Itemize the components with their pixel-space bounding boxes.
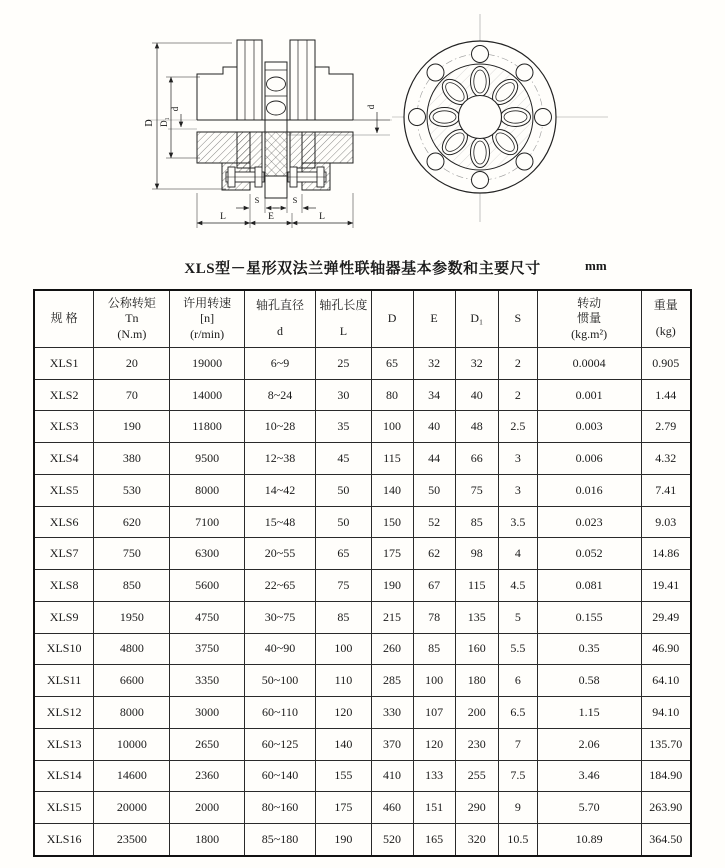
- value-cell: 80: [371, 379, 413, 411]
- value-cell: 5.5: [498, 633, 537, 665]
- value-cell: 20: [94, 348, 170, 380]
- column-header: 公称转矩 Tn (N.m): [94, 290, 170, 348]
- value-cell: 530: [94, 474, 170, 506]
- parameter-table: [33, 289, 692, 857]
- value-cell: 7: [498, 728, 537, 760]
- value-cell: 190: [94, 411, 170, 443]
- spec-cell: XLS16: [34, 824, 94, 856]
- value-cell: 140: [316, 728, 371, 760]
- value-cell: 410: [371, 760, 413, 792]
- value-cell: 0.58: [537, 665, 641, 697]
- value-cell: 0.0004: [537, 348, 641, 380]
- value-cell: 330: [371, 697, 413, 729]
- column-header: 重量 (kg): [641, 290, 691, 348]
- spec-cell: XLS14: [34, 760, 94, 792]
- value-cell: 1800: [170, 824, 244, 856]
- value-cell: 5: [498, 601, 537, 633]
- spec-cell: XLS4: [34, 443, 94, 475]
- value-cell: 7100: [170, 506, 244, 538]
- technical-drawing: [0, 0, 725, 252]
- value-cell: 290: [455, 792, 498, 824]
- value-cell: 6600: [94, 665, 170, 697]
- column-header: 许用转速 [n] (r/min): [170, 290, 244, 348]
- value-cell: 140: [371, 474, 413, 506]
- value-cell: 2.06: [537, 728, 641, 760]
- value-cell: 100: [371, 411, 413, 443]
- value-cell: 4750: [170, 601, 244, 633]
- spec-cell: XLS7: [34, 538, 94, 570]
- column-header: D: [371, 290, 413, 348]
- value-cell: 50: [316, 506, 371, 538]
- value-cell: 200: [455, 697, 498, 729]
- value-cell: 40: [413, 411, 455, 443]
- value-cell: 60~110: [244, 697, 316, 729]
- value-cell: 80~160: [244, 792, 316, 824]
- header-row: [34, 290, 691, 348]
- value-cell: 5.70: [537, 792, 641, 824]
- spec-cell: XLS15: [34, 792, 94, 824]
- spec-cell: XLS9: [34, 601, 94, 633]
- value-cell: 120: [316, 697, 371, 729]
- spec-cell: XLS5: [34, 474, 94, 506]
- value-cell: 67: [413, 570, 455, 602]
- value-cell: 6.5: [498, 697, 537, 729]
- column-header: S: [498, 290, 537, 348]
- value-cell: 190: [371, 570, 413, 602]
- column-header: 轴孔长度 L: [316, 290, 371, 348]
- value-cell: 85: [316, 601, 371, 633]
- value-cell: 9: [498, 792, 537, 824]
- column-header: E: [413, 290, 455, 348]
- value-cell: 75: [455, 474, 498, 506]
- front-section-view: [148, 40, 392, 198]
- spec-cell: XLS11: [34, 665, 94, 697]
- value-cell: 65: [371, 348, 413, 380]
- value-cell: 133: [413, 760, 455, 792]
- value-cell: 175: [316, 792, 371, 824]
- value-cell: 255: [455, 760, 498, 792]
- value-cell: 19000: [170, 348, 244, 380]
- value-cell: 100: [413, 665, 455, 697]
- value-cell: 115: [455, 570, 498, 602]
- value-cell: 285: [371, 665, 413, 697]
- value-cell: 0.016: [537, 474, 641, 506]
- value-cell: 135.70: [641, 728, 691, 760]
- value-cell: 75: [316, 570, 371, 602]
- value-cell: 1.44: [641, 379, 691, 411]
- value-cell: 0.006: [537, 443, 641, 475]
- column-header: D₁: [455, 290, 498, 348]
- value-cell: 107: [413, 697, 455, 729]
- value-cell: 14600: [94, 760, 170, 792]
- value-cell: 40~90: [244, 633, 316, 665]
- value-cell: 19.41: [641, 570, 691, 602]
- value-cell: 30: [316, 379, 371, 411]
- value-cell: 4.32: [641, 443, 691, 475]
- table-row: [34, 443, 691, 475]
- value-cell: 320: [455, 824, 498, 856]
- column-header: 轴孔直径 d: [244, 290, 316, 348]
- value-cell: 120: [413, 728, 455, 760]
- left-bolt-boss: [237, 40, 262, 120]
- value-cell: 0.905: [641, 348, 691, 380]
- value-cell: 1950: [94, 601, 170, 633]
- value-cell: 3: [498, 443, 537, 475]
- value-cell: 15~48: [244, 506, 316, 538]
- value-cell: 70: [94, 379, 170, 411]
- table-row: [34, 824, 691, 856]
- value-cell: 22~65: [244, 570, 316, 602]
- value-cell: 190: [316, 824, 371, 856]
- value-cell: 0.023: [537, 506, 641, 538]
- table-body: [34, 348, 691, 857]
- value-cell: 155: [316, 760, 371, 792]
- value-cell: 100: [316, 633, 371, 665]
- value-cell: 165: [413, 824, 455, 856]
- value-cell: 364.50: [641, 824, 691, 856]
- value-cell: 184.90: [641, 760, 691, 792]
- value-cell: 25: [316, 348, 371, 380]
- value-cell: 85~180: [244, 824, 316, 856]
- value-cell: 135: [455, 601, 498, 633]
- value-cell: 35: [316, 411, 371, 443]
- spec-cell: XLS8: [34, 570, 94, 602]
- value-cell: 4: [498, 538, 537, 570]
- table-row: [34, 379, 691, 411]
- value-cell: 8000: [94, 697, 170, 729]
- dim-label-L-right: L: [319, 212, 325, 222]
- spec-cell: XLS3: [34, 411, 94, 443]
- value-cell: 8~24: [244, 379, 316, 411]
- value-cell: 3: [498, 474, 537, 506]
- value-cell: 44: [413, 443, 455, 475]
- value-cell: 29.49: [641, 601, 691, 633]
- value-cell: 151: [413, 792, 455, 824]
- right-flange-outline: [315, 67, 353, 120]
- value-cell: 750: [94, 538, 170, 570]
- value-cell: 3750: [170, 633, 244, 665]
- value-cell: 40: [455, 379, 498, 411]
- value-cell: 6: [498, 665, 537, 697]
- value-cell: 150: [371, 506, 413, 538]
- page-title: XLS型－星形双法兰弹性联轴器基本参数和主要尺寸: [184, 260, 541, 277]
- value-cell: 620: [94, 506, 170, 538]
- value-cell: 2000: [170, 792, 244, 824]
- value-cell: 20~55: [244, 538, 316, 570]
- table-row: [34, 633, 691, 665]
- value-cell: 215: [371, 601, 413, 633]
- table-row: [34, 792, 691, 824]
- value-cell: 0.001: [537, 379, 641, 411]
- table-row: [34, 348, 691, 380]
- value-cell: 45: [316, 443, 371, 475]
- value-cell: 14~42: [244, 474, 316, 506]
- value-cell: 12~38: [244, 443, 316, 475]
- value-cell: 10~28: [244, 411, 316, 443]
- dim-label-E: E: [268, 212, 274, 222]
- value-cell: 9500: [170, 443, 244, 475]
- value-cell: 98: [455, 538, 498, 570]
- left-flange-outline: [197, 67, 237, 120]
- value-cell: 10.5: [498, 824, 537, 856]
- sleeve-section: [265, 132, 287, 176]
- table-row: [34, 665, 691, 697]
- value-cell: 7.41: [641, 474, 691, 506]
- value-cell: 5600: [170, 570, 244, 602]
- value-cell: 2360: [170, 760, 244, 792]
- value-cell: 3000: [170, 697, 244, 729]
- hub-bore-circle: [459, 96, 502, 139]
- value-cell: 3350: [170, 665, 244, 697]
- value-cell: 175: [371, 538, 413, 570]
- value-cell: 52: [413, 506, 455, 538]
- unit-label: mm: [585, 258, 607, 273]
- table-row: [34, 728, 691, 760]
- value-cell: 2: [498, 348, 537, 380]
- spec-cell: XLS13: [34, 728, 94, 760]
- table-row: [34, 474, 691, 506]
- table-row: [34, 760, 691, 792]
- value-cell: 7.5: [498, 760, 537, 792]
- value-cell: 230: [455, 728, 498, 760]
- value-cell: 30~75: [244, 601, 316, 633]
- value-cell: 50: [413, 474, 455, 506]
- value-cell: 34: [413, 379, 455, 411]
- value-cell: 10.89: [537, 824, 641, 856]
- value-cell: 66: [455, 443, 498, 475]
- value-cell: 50: [316, 474, 371, 506]
- table-row: [34, 411, 691, 443]
- value-cell: 10000: [94, 728, 170, 760]
- value-cell: 85: [455, 506, 498, 538]
- value-cell: 14000: [170, 379, 244, 411]
- value-cell: 260: [371, 633, 413, 665]
- value-cell: 46.90: [641, 633, 691, 665]
- dim-label-d-left: d: [170, 106, 180, 112]
- column-header: 规 格: [34, 290, 94, 348]
- value-cell: 2.5: [498, 411, 537, 443]
- dim-label-d-right: d: [366, 104, 376, 110]
- value-cell: 94.10: [641, 697, 691, 729]
- value-cell: 2.79: [641, 411, 691, 443]
- value-cell: 64.10: [641, 665, 691, 697]
- value-cell: 370: [371, 728, 413, 760]
- value-cell: 85: [413, 633, 455, 665]
- value-cell: 9.03: [641, 506, 691, 538]
- value-cell: 62: [413, 538, 455, 570]
- value-cell: 20000: [94, 792, 170, 824]
- value-cell: 0.35: [537, 633, 641, 665]
- dim-label-D: D: [144, 119, 155, 127]
- value-cell: 50~100: [244, 665, 316, 697]
- spec-cell: XLS12: [34, 697, 94, 729]
- value-cell: 1.15: [537, 697, 641, 729]
- value-cell: 263.90: [641, 792, 691, 824]
- value-cell: 850: [94, 570, 170, 602]
- value-cell: 0.003: [537, 411, 641, 443]
- value-cell: 520: [371, 824, 413, 856]
- value-cell: 6300: [170, 538, 244, 570]
- value-cell: 60~140: [244, 760, 316, 792]
- value-cell: 380: [94, 443, 170, 475]
- value-cell: 8000: [170, 474, 244, 506]
- value-cell: 14.86: [641, 538, 691, 570]
- spec-cell: XLS1: [34, 348, 94, 380]
- table-row: [34, 538, 691, 570]
- value-cell: 32: [413, 348, 455, 380]
- value-cell: 115: [371, 443, 413, 475]
- value-cell: 11800: [170, 411, 244, 443]
- value-cell: 180: [455, 665, 498, 697]
- value-cell: 3.5: [498, 506, 537, 538]
- table-row: [34, 570, 691, 602]
- right-bolt-boss: [290, 40, 315, 120]
- table-row: [34, 601, 691, 633]
- value-cell: 0.081: [537, 570, 641, 602]
- table-row: [34, 506, 691, 538]
- column-header: 转动 惯量 (kg.m²): [537, 290, 641, 348]
- dim-label-S-left: S: [254, 195, 260, 205]
- value-cell: 0.155: [537, 601, 641, 633]
- value-cell: 0.052: [537, 538, 641, 570]
- value-cell: 160: [455, 633, 498, 665]
- value-cell: 460: [371, 792, 413, 824]
- value-cell: 4.5: [498, 570, 537, 602]
- value-cell: 3.46: [537, 760, 641, 792]
- value-cell: 23500: [94, 824, 170, 856]
- value-cell: 78: [413, 601, 455, 633]
- dim-label-L-left: L: [220, 212, 226, 222]
- spec-cell: XLS6: [34, 506, 94, 538]
- spec-cell: XLS2: [34, 379, 94, 411]
- value-cell: 48: [455, 411, 498, 443]
- value-cell: 6~9: [244, 348, 316, 380]
- value-cell: 110: [316, 665, 371, 697]
- value-cell: 2: [498, 379, 537, 411]
- table-row: [34, 697, 691, 729]
- table-header: [34, 290, 691, 348]
- value-cell: 60~125: [244, 728, 316, 760]
- dim-label-S-right: S: [292, 195, 298, 205]
- dim-label-D1: D₁: [159, 117, 169, 127]
- spec-cell: XLS10: [34, 633, 94, 665]
- value-cell: 65: [316, 538, 371, 570]
- value-cell: 32: [455, 348, 498, 380]
- end-view: [392, 14, 608, 222]
- value-cell: 2650: [170, 728, 244, 760]
- value-cell: 4800: [94, 633, 170, 665]
